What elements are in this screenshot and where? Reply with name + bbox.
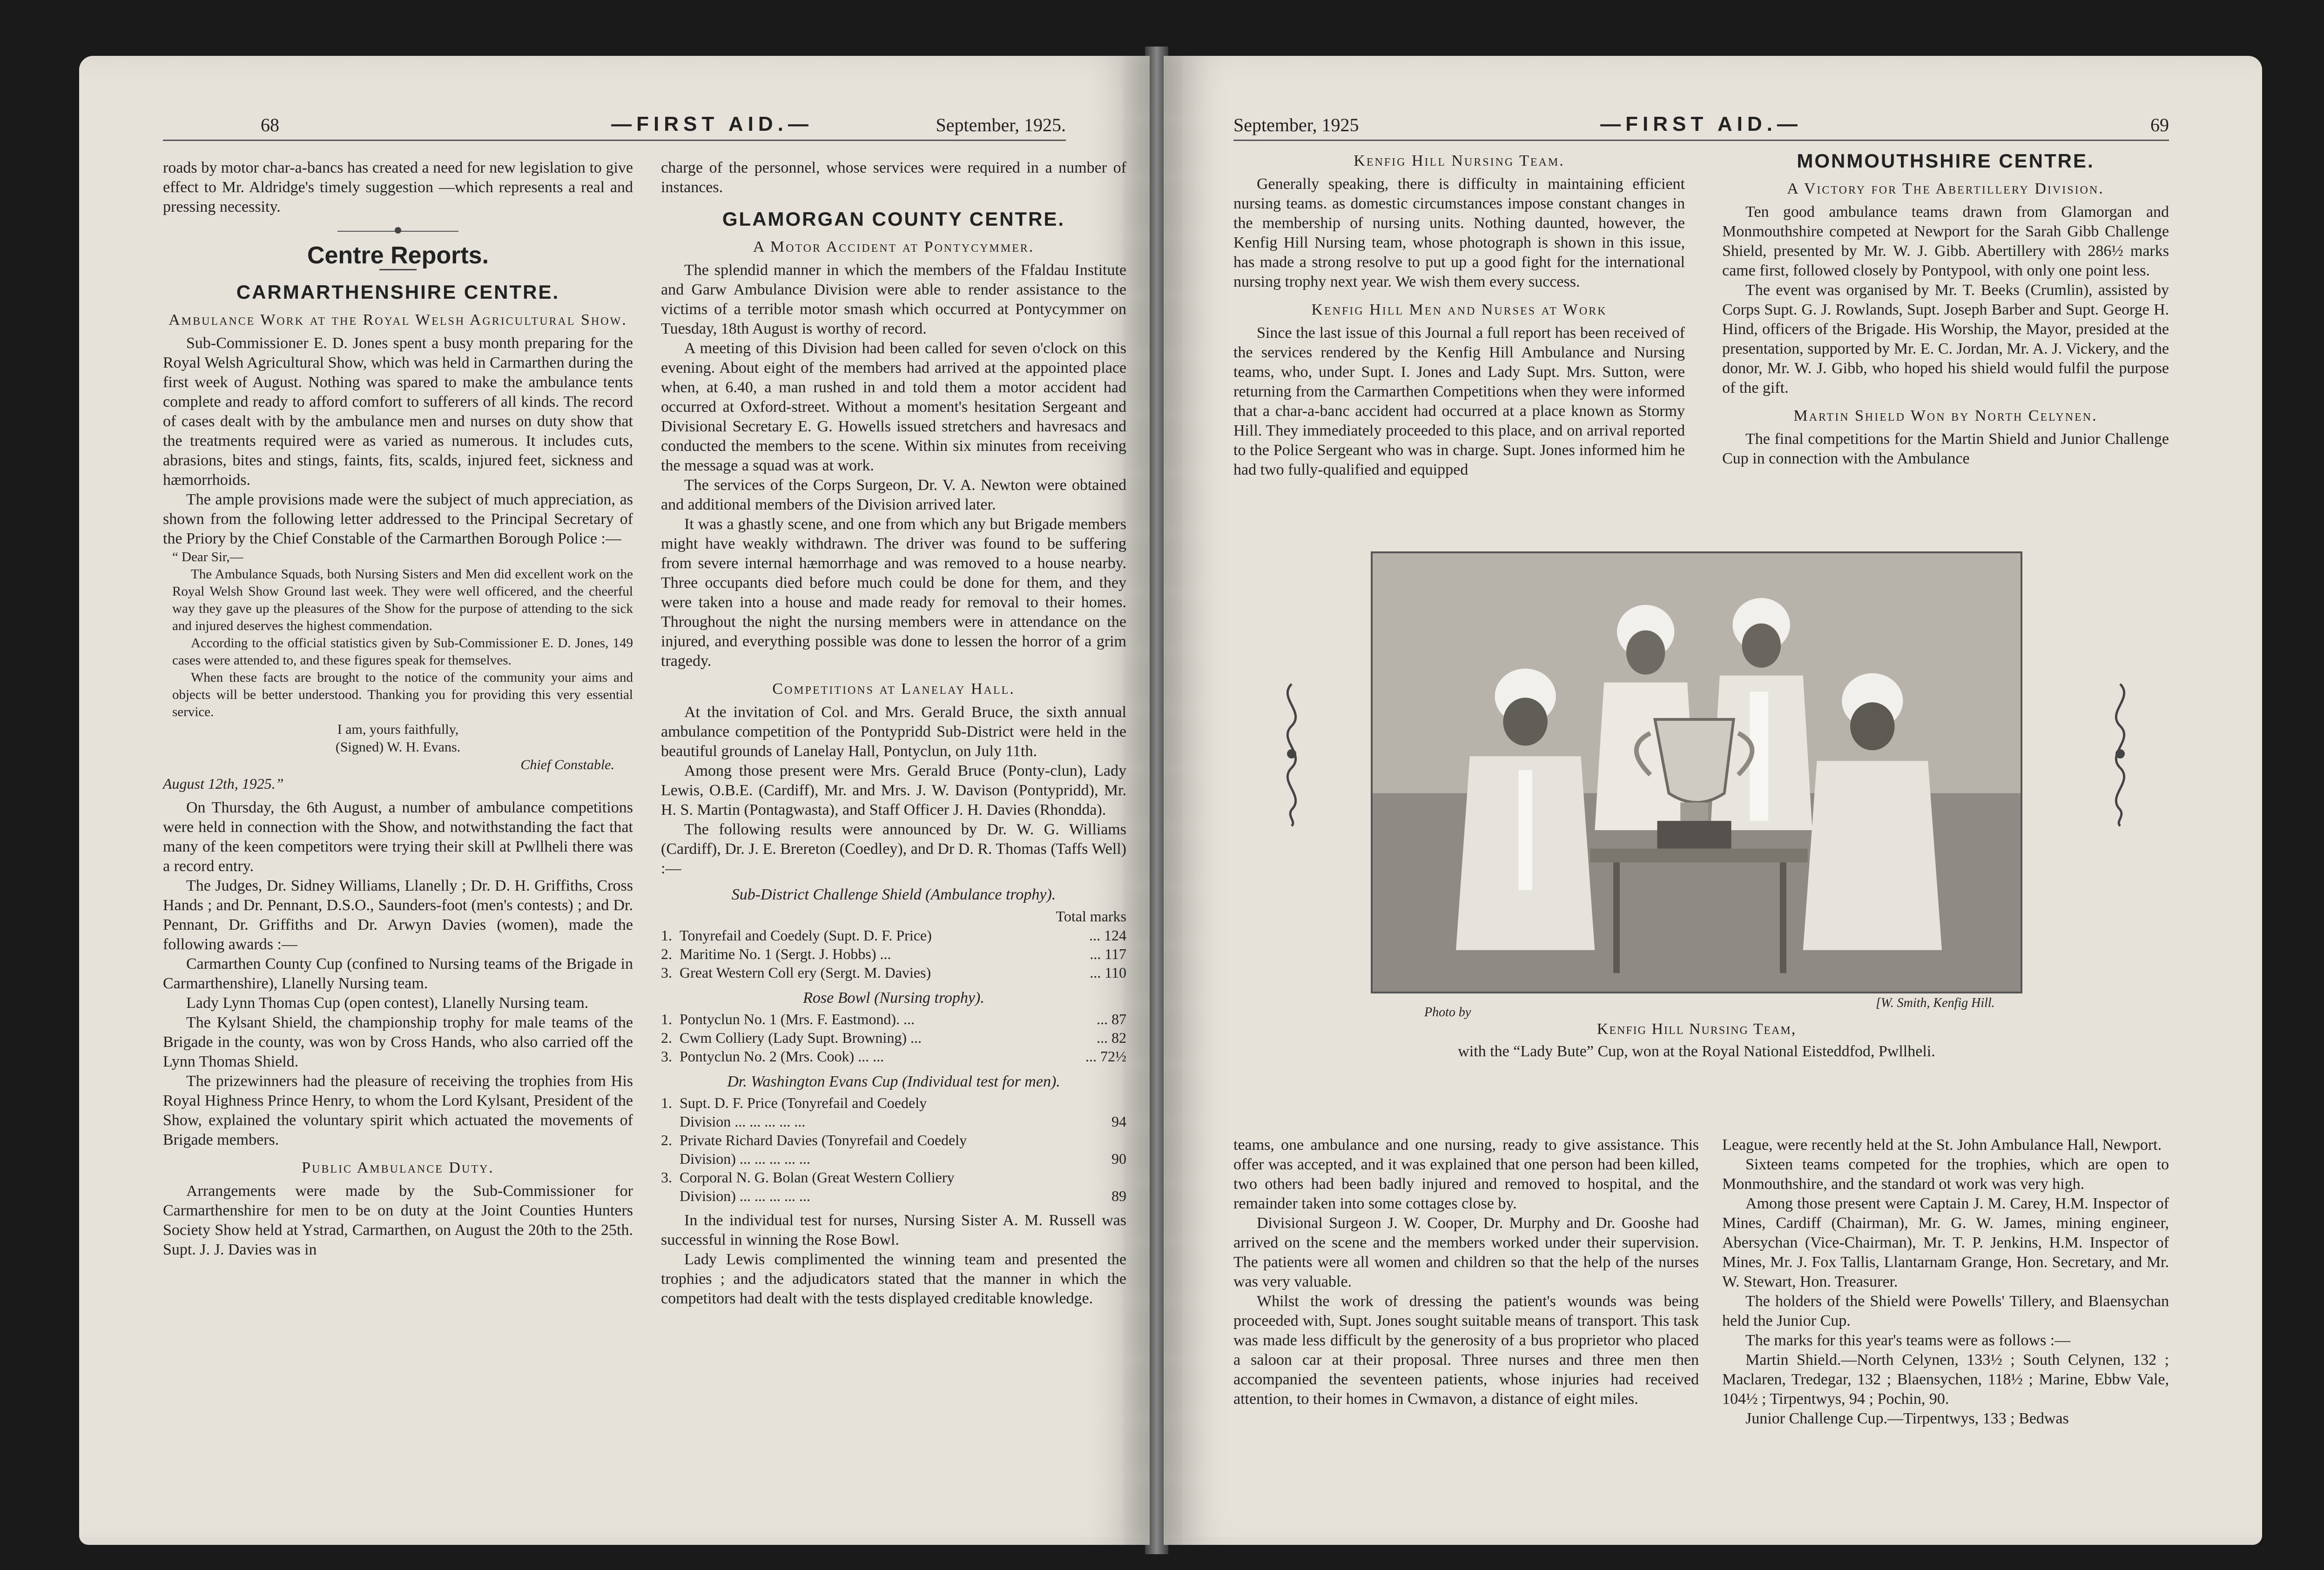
team-photograph (1371, 551, 2022, 993)
paragraph: Generally speaking, there is difficulty in maintaining efficient nursing teams. as domestic circumstances impose constant changes in the membership of nursing units. Nothing daunted, however, the Kenfig Hill Nursing team, whose photograph is shown in this issue, has made a strong resolve to put up a good fight for the international nursing trophy next year. We wish them every success. (1233, 175, 1685, 290)
paragraph: The prizewinners had the pleasure of receiving the trophies from His Royal Highness Prince Henry, to whom the Lord Kylsant, President of the Show, explained the voluntary spirit which actuated the movements of Brigade members. (163, 1073, 633, 1148)
results-title: Sub-District Challenge Shield (Ambulance trophy). (731, 886, 1056, 903)
sub-heading: A Motor Accident at Pontycymmer. (753, 238, 1035, 255)
result-marks (1075, 1168, 1126, 1187)
issue-date: September, 1925 (1233, 114, 1359, 135)
result-team: Private Richard Davies (Tonyrefail and Coedely (680, 1132, 967, 1148)
paragraph: Among those present were Mrs. Gerald Bruce (Ponty-clun), Lady Lewis, O.B.E. (Cardiff), Mr. and Mrs. J. W. Davison (Pontypridd), Mr. H. S. Martin (Pontagwasta), and Staff Officer J. H. Davies (Rhondda). (661, 762, 1126, 819)
right-column-4 (1722, 1135, 2169, 1429)
paragraph: Whilst the work of dressing the patient's wounds was being proceeded with, Supt. Jones sought suitable means of transport. This task was made less difficult by the generosity of a bus proprietor who placed a saloon car at their proposal. Three nurses and three men then accompanied the seventeen patients, whose injuries had received attention, to their homes in Cwmavon, a distance of eight miles. (1233, 1293, 1699, 1408)
right-column-1 (1233, 151, 1685, 480)
result-team: Division) ... ... ... ... ... (680, 1188, 810, 1204)
paragraph: Arrangements were made by the Sub-Commissioner for Carmarthenshire for men to be on duty at the Joint Counties Hunters Society Show held at Ystrad, Carmarthen, on August the 20th to the 25th. Supt. J. J. Davies was in (163, 1182, 633, 1258)
letter-date: August 12th, 1925.” (163, 775, 284, 792)
flourish-ornament (1275, 679, 1308, 828)
result-row (661, 926, 1126, 945)
paragraph: At the invitation of Col. and Mrs. Gerald Bruce, the sixth annual ambulance competition of the Pontypridd Sub-District were held in the beautiful grounds of Lanelay Hall, Pontyclun, on July 11th. (661, 704, 1126, 760)
paragraph: Divisional Surgeon J. W. Cooper, Dr. Murphy and Dr. Gooshe had arrived on the scene and the members worked under their supervision. The patients were all women and children so that the help of the nurses was very valuable. (1233, 1214, 1699, 1290)
result-marks: ... 110 (1090, 964, 1126, 981)
journal-title: —FIRST AID.— (611, 113, 813, 135)
paragraph: The splendid manner in which the members of the Ffaldau Institute and Garw Ambulance Division were able to render assistance to the victims of a terrible motor smash which occurred at Pontycymmer on Tuesday, 18th August is worthy of record. (661, 262, 1126, 337)
left-column-1 (163, 158, 633, 1260)
paragraph: Sub-Commissioner E. D. Jones spent a busy month preparing for the Royal Welsh Agricultural Show, which was held in Carmarthen during the first week of August. Nothing was spared to make the ambulance tents complete and ready to afford comfort to sufferers of all kinds. The record of cases dealt with by the ambulance men and nurses on duty show that the treatments required were as varied as numerous. It includes cuts, abrasions, bites and stings, faints, fits, scalds, injured feet, sickness and hæmorrhoids. (163, 335, 633, 489)
signature-line: Chief Constable. (520, 757, 614, 772)
result-rank: 1. (661, 1011, 672, 1027)
paragraph: A meeting of this Division had been called for seven o'clock on this evening. About eight of the members had arrived at the appointed place when, at 6.40, a man rushed in and told them a motor accident had occurred at Oxford-street. Without a moment's hesitation Sergeant and Divisional Secretary E. G. Howells issued stretchers and havresacs and conducted the members to the scene. Within six minutes from receiving the message a squad was at work. (661, 340, 1126, 474)
result-marks: ... 82 (1097, 1029, 1126, 1046)
result-row (661, 1131, 1126, 1149)
paragraph: The Judges, Dr. Sidney Williams, Llanelly ; Dr. D. H. Griffiths, Cross Hands ; and Dr. Pennant, D.S.O., Saunders-foot (men's contests) ; and Dr. Pennant, Dr. Griffiths and Dr. Arwyn Davies (women), made the following awards :— (163, 877, 633, 953)
result-marks: 90 (1111, 1150, 1126, 1167)
paragraph: teams, one ambulance and one nursing, ready to give assistance. This offer was accepted, and it was explained that one person had been killed, two others had been badly injured and removed to hospital, and the remainder taken into some cottages close by. (1233, 1136, 1699, 1212)
result-row (661, 1010, 1126, 1028)
section-heading: MONMOUTHSHIRE CENTRE. (1797, 150, 2095, 172)
paragraph: Since the last issue of this Journal a full report has been received of the services rendered by the Kenfig Hill Ambulance and Nursing teams, who, under Supt. I. Jones and Lady Supt. Mrs. Sutton, were returning from the Carmarthen Competitions when they were informed that a char-a-banc accident had occurred at a place known as Stormy Hill. They immediately proceeded to this place, and on arrival reported to the Police Sergeant who was in charge. Supt. Jones informed him he had two fully-qualified and equipped (1233, 324, 1685, 478)
result-rank: 3. (661, 1169, 672, 1186)
photo-caption: Kenfig Hill Nursing Team, (1596, 1020, 1797, 1038)
issue-date: September, 1925. (936, 114, 1066, 135)
result-row (661, 1187, 1126, 1205)
result-rank: 1. (661, 927, 672, 944)
sub-heading: Public Ambulance Duty. (302, 1159, 494, 1176)
result-rank (661, 1149, 680, 1168)
result-marks: ... 87 (1097, 1011, 1126, 1027)
paragraph: The Kylsant Shield, the championship trophy for male teams of the Brigade in the county, was won by Cross Hands, who also carried off the Lynn Thomas Shield. (163, 1014, 633, 1070)
right-column-2 (1722, 151, 2169, 469)
paragraph: Ten good ambulance teams drawn from Glamorgan and Monmouthshire competed at Newport for the Sarah Gibb Challenge Shield, presented by Mr. W. J. Gibb. Abertillery with 286½ marks came first, followed closely by Pontypool, with only one point less. (1722, 203, 2169, 279)
result-team: Great Western Coll ery (Sergt. M. Davies) (680, 964, 931, 981)
result-row (661, 963, 1126, 982)
results-list (661, 1094, 1126, 1205)
left-column-2 (661, 158, 1126, 1308)
result-rank: 2. (661, 1132, 672, 1148)
paragraph: On Thursday, the 6th August, a number of ambulance competitions were held in connection with the Show, and notwithstanding the fact that many of the keen competitors were trying their skill at Pwllheli there was a record entry. (163, 799, 633, 875)
result-marks: 89 (1111, 1188, 1126, 1204)
results-title: Rose Bowl (Nursing trophy). (803, 989, 984, 1006)
result-marks: 94 (1111, 1113, 1126, 1130)
paragraph: League, were recently held at the St. John Ambulance Hall, Newport. (1722, 1136, 2162, 1154)
letter-paragraph: According to the official statistics given by Sub-Commissioner E. D. Jones, 149 cases were attended to, and these figures speak for themselves. (172, 636, 633, 668)
right-column-3 (1233, 1135, 1699, 1409)
left-page (79, 56, 1150, 1545)
result-marks (1075, 1094, 1126, 1112)
flourish-ornament (2104, 679, 2136, 828)
sub-heading: A Victory for The Abertillery Division. (1787, 180, 2104, 197)
result-team: Tonyrefail and Coedely (Supt. D. F. Price) (680, 927, 932, 944)
result-team: Pontyclun No. 1 (Mrs. F. Eastmond). ... (680, 1011, 915, 1027)
paragraph: roads by motor char-a-bancs has created a need for new legislation to give effect to Mr. Aldridge's timely suggestion —which represents a real and pressing necessity. (163, 159, 633, 215)
paragraph: Lady Lewis complimented the winning team and presented the trophies ; and the adjudicators stated that the manner in which the competitors had dealt with the tests displayed creditable knowledge. (661, 1251, 1126, 1307)
paragraph: The event was organised by Mr. T. Beeks (Crumlin), assisted by Corps Supt. G. J. Rowlands, Supt. Joseph Barber and Supt. George H. Hind, officers of the Brigade. His Worship, the Mayor, presided at the presentation, supported by Mr. E. C. Jordan, Mr. A. J. Vickery, and the donor, Mr. W. J. Gibb, who hoped his shield would fulfil the purpose of the gift. (1722, 282, 2169, 396)
result-rank: 3. (661, 964, 672, 981)
letter-paragraph: The Ambulance Squads, both Nursing Sisters and Men did excellent work on the Royal Welsh Show Ground last week. They were well officered, and the cheerful way they gave up the pleasures of the Show for the purpose of attending to the sick and injured deserves the highest commendation. (172, 567, 633, 633)
result-rank (661, 1112, 680, 1131)
journal-title: —FIRST AID.— (1600, 113, 1802, 135)
divider (379, 269, 417, 270)
section-heading: Centre Reports. (307, 242, 489, 269)
section-heading: GLAMORGAN COUNTY CENTRE. (722, 208, 1065, 230)
results-list (661, 1010, 1126, 1066)
paragraph: In the individual test for nurses, Nursing Sister A. M. Russell was successful in winning the Rose Bowl. (661, 1212, 1126, 1248)
result-row (661, 1028, 1126, 1047)
paragraph: charge of the personnel, whose services were required in a number of instances. (661, 159, 1126, 196)
result-marks: ... 124 (1089, 927, 1126, 944)
letter-salutation: “ Dear Sir,— (172, 550, 243, 564)
photo-credit: [W. Smith, Kenfig Hill. (1876, 996, 1995, 1010)
result-team: Pontyclun No. 2 (Mrs. Cook) ... ... (680, 1048, 884, 1065)
section-heading: CARMARTHENSHIRE CENTRE. (236, 281, 560, 303)
results-title: Dr. Washington Evans Cup (Individual test for men). (727, 1073, 1060, 1090)
paragraph: Junior Challenge Cup.—Tirpentwys, 133 ; Bedwas (1745, 1410, 2069, 1427)
letter-paragraph: When these facts are brought to the notice of the community your aims and objects will be better understood. Thanking you for providing this very essential service. (172, 670, 633, 719)
left-running-head (163, 112, 1066, 141)
paragraph: The final competitions for the Martin Shield and Junior Challenge Cup in connection with the Ambulance (1722, 430, 2169, 467)
result-rank: 1. (661, 1094, 672, 1111)
page-number: 68 (261, 114, 279, 135)
results-column-header: Total marks (1056, 908, 1126, 925)
ornament-divider (337, 231, 458, 232)
paragraph: Sixteen teams competed for the trophies, which are open to Monmouthshire, and the standard ot work was very high. (1722, 1156, 2169, 1193)
paragraph: The services of the Corps Surgeon, Dr. V. A. Newton were obtained and additional members of the Division arrived later. (661, 476, 1126, 513)
paragraph: The following results were announced by Dr. W. G. Williams (Cardiff), Dr. J. E. Brereton (Coedley), and Dr D. R. Thomas (Taffs Well) :— (661, 821, 1126, 877)
result-marks (1075, 1131, 1126, 1149)
result-row (661, 1047, 1126, 1066)
photo-caption: with the “Lady Bute” Cup, won at the Royal National Eisteddfod, Pwllheli. (1458, 1043, 1935, 1060)
sub-heading: Competitions at Lanelay Hall. (772, 680, 1015, 698)
result-rank: 2. (661, 1029, 672, 1046)
paragraph: The marks for this year's teams were as follows :— (1745, 1332, 2071, 1349)
result-row (661, 1149, 1126, 1168)
paragraph: Among those present were Captain J. M. Carey, H.M. Inspector of Mines, Cardiff (Chairman), Mr. G. W. James, mining engineer, Abersychan (Vice-Chairman), Mr. T. P. Jenkins, H.M. Inspector of Mines, Mr. J. Fox Tallis, Llantarnam Grange, Hon. Secretary, and Mr. W. Stewart, Hon. Treasurer. (1722, 1195, 2169, 1290)
result-team: Division ... ... ... ... ... (680, 1113, 806, 1130)
result-marks: ... 117 (1090, 946, 1126, 962)
result-row (661, 1112, 1126, 1131)
result-rank (661, 1187, 680, 1205)
paragraph: The holders of the Shield were Powells' Tillery, and Blaensychan held the Junior Cup. (1722, 1293, 2169, 1329)
result-row (661, 1168, 1126, 1187)
signature-line: (Signed) W. H. Evans. (335, 739, 461, 755)
right-running-head (1233, 112, 2169, 141)
result-row (661, 945, 1126, 963)
sub-heading: Martin Shield Won by North Celynen. (1793, 407, 2098, 424)
result-row (661, 1094, 1126, 1112)
result-marks: ... 72½ (1085, 1048, 1126, 1065)
results-list (661, 926, 1126, 982)
sub-heading: Kenfig Hill Men and Nurses at Work (1311, 301, 1607, 318)
photo-credit: Photo by (1424, 1005, 1471, 1020)
photograph-illustration (1373, 553, 2021, 992)
paragraph: Carmarthen County Cup (confined to Nursing teams of the Brigade in Carmarthenshire), Llanelly Nursing team. (163, 955, 633, 992)
sub-heading: Ambulance Work at the Royal Welsh Agricultural Show. (168, 311, 627, 329)
signature-line: I am, yours faithfully, (337, 722, 459, 737)
paragraph: Lady Lynn Thomas Cup (open contest), Llanelly Nursing team. (186, 994, 589, 1012)
result-team: Corporal N. G. Bolan (Great Western Colliery (680, 1169, 955, 1186)
sub-heading: Kenfig Hill Nursing Team. (1354, 152, 1565, 169)
result-rank: 2. (661, 946, 672, 962)
paragraph: Martin Shield.—North Celynen, 133½ ; South Celynen, 132 ; Maclaren, Tredegar, 132 ; Blaensychen, 118½ ; Marine, Ebbw Vale, 104½ ; Tirpentwys, 94 ; Pochin, 90. (1722, 1351, 2169, 1408)
letter (163, 549, 633, 721)
result-rank: 3. (661, 1048, 672, 1065)
result-team: Cwm Colliery (Lady Supt. Browning) ... (680, 1029, 922, 1046)
result-team: Division) ... ... ... ... ... (680, 1150, 810, 1167)
page-number: 69 (2150, 114, 2169, 135)
result-team: Maritime No. 1 (Sergt. J. Hobbs) ... (680, 946, 891, 962)
result-team: Supt. D. F. Price (Tonyrefail and Coedely (680, 1094, 927, 1111)
paragraph: It was a ghastly scene, and one from which any but Brigade members might have weakly withdrawn. The driver was found to be suffering from severe internal hæmorrhage and was removed to a house nearby. Three occupants died before much could be done for them, and they were taken into a house and made ready for removal to their homes. Throughout the night the nursing members were in attendance on the injured, and everything possible was done to lessen the horror of a grim tragedy. (661, 516, 1126, 670)
paragraph: The ample provisions made were the subject of much appreciation, as shown from the following letter addressed to the Principal Secretary of the Priory by the Chief Constable of the Carmarthen Borough Police :— (163, 491, 633, 547)
